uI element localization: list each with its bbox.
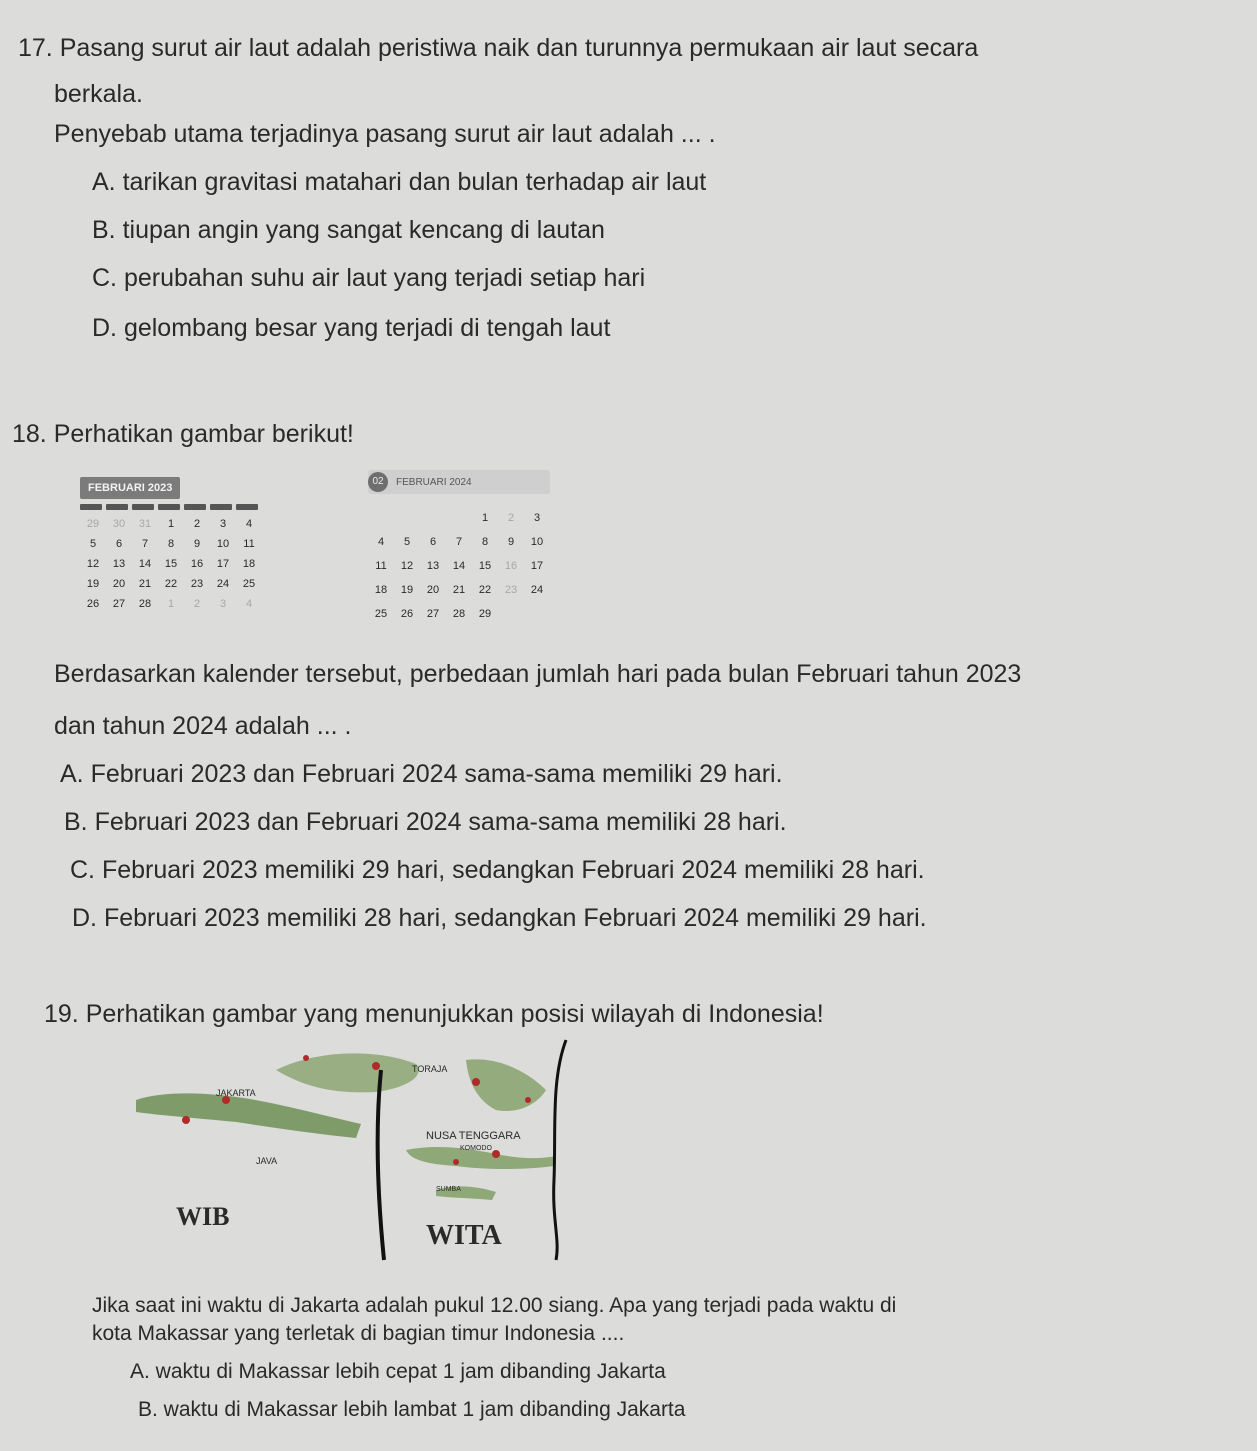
calendar-day: 17 xyxy=(530,560,544,572)
label-nusa-tenggara: NUSA TENGGARA xyxy=(426,1130,521,1142)
calendar-day: 21 xyxy=(138,578,152,590)
q19-question-line1: Jika saat ini waktu di Jakarta adalah pukul 12.00 siang. Apa yang terjadi pada waktu di xyxy=(92,1294,897,1317)
calendar-2024-grid xyxy=(368,510,550,622)
calendar-day: 15 xyxy=(164,558,178,570)
calendar-feb-2023 xyxy=(80,476,262,612)
calendar-day xyxy=(394,510,420,526)
q17-option-a[interactable]: A. tarikan gravitasi matahari dan bulan terhadap air laut xyxy=(92,168,707,196)
q18-intro: 18. Perhatikan gambar berikut! xyxy=(12,420,354,448)
calendar-day: 3 xyxy=(219,598,227,610)
calendar-day xyxy=(420,510,446,526)
calendar-day: 15 xyxy=(478,560,492,572)
q18-option-d[interactable]: D. Februari 2023 memiliki 28 hari, sedangkan Februari 2024 memiliki 29 hari. xyxy=(72,904,927,932)
q19-question-line2: kota Makassar yang terletak di bagian timur Indonesia .... xyxy=(92,1322,625,1345)
calendar-day: 24 xyxy=(530,584,544,596)
calendar-day: 18 xyxy=(374,584,388,596)
calendar-day: 20 xyxy=(426,584,440,596)
q18-option-b[interactable]: B. Februari 2023 dan Februari 2024 sama-sama memiliki 28 hari. xyxy=(64,808,787,836)
calendar-day: 21 xyxy=(452,584,466,596)
calendar-day xyxy=(498,606,524,622)
calendar-feb-2024 xyxy=(368,470,550,622)
calendar-day: 8 xyxy=(167,538,175,550)
calendar-day: 11 xyxy=(375,560,387,572)
calendar-day: 28 xyxy=(452,608,466,620)
calendar-day: 4 xyxy=(245,598,253,610)
calendar-day: 6 xyxy=(115,538,123,550)
calendar-day xyxy=(446,510,472,526)
calendar-day: 27 xyxy=(112,598,126,610)
calendar-day: 19 xyxy=(400,584,414,596)
calendar-day: 26 xyxy=(400,608,414,620)
calendar-2024-badge: 02 xyxy=(368,472,388,492)
calendar-day: 9 xyxy=(193,538,201,550)
indonesia-timezone-map xyxy=(76,1030,586,1265)
weekday-header-bars xyxy=(80,504,262,510)
calendar-day: 9 xyxy=(507,536,515,548)
calendar-2023-title: FEBRUARI 2023 xyxy=(80,477,180,499)
calendar-2023-grid xyxy=(80,516,262,612)
label-java: JAVA xyxy=(256,1156,278,1166)
q17-option-d[interactable]: D. gelombang besar yang terjadi di tengah laut xyxy=(92,314,611,342)
calendar-day: 23 xyxy=(190,578,204,590)
calendar-day: 1 xyxy=(167,518,175,530)
calendar-day: 30 xyxy=(112,518,126,530)
map-illustration xyxy=(76,1030,586,1265)
label-wita: WITA xyxy=(426,1220,502,1251)
calendar-day: 22 xyxy=(478,584,492,596)
calendar-day: 31 xyxy=(138,518,152,530)
calendar-day: 17 xyxy=(216,558,230,570)
calendar-day: 10 xyxy=(530,536,544,548)
calendar-day: 28 xyxy=(138,598,152,610)
calendar-day: 18 xyxy=(242,558,256,570)
label-wib: WIB xyxy=(176,1202,230,1231)
calendar-day: 25 xyxy=(242,578,256,590)
calendar-day: 7 xyxy=(455,536,463,548)
label-toraja: TORAJA xyxy=(412,1064,448,1074)
q18-option-c[interactable]: C. Februari 2023 memiliki 29 hari, sedangkan Februari 2024 memiliki 28 hari. xyxy=(70,856,925,884)
calendar-day: 14 xyxy=(452,560,466,572)
calendar-day: 23 xyxy=(504,584,518,596)
calendar-day: 29 xyxy=(478,608,492,620)
calendar-day: 19 xyxy=(86,578,100,590)
q18-question-line2: dan tahun 2024 adalah ... . xyxy=(54,712,352,740)
q19-option-a[interactable]: A. waktu di Makassar lebih cepat 1 jam dibanding Jakarta xyxy=(130,1360,666,1383)
calendar-day: 3 xyxy=(533,512,541,524)
calendar-day: 12 xyxy=(86,558,100,570)
calendar-day: 6 xyxy=(429,536,437,548)
calendar-day: 3 xyxy=(219,518,227,530)
calendar-day: 4 xyxy=(377,536,385,548)
calendar-day: 13 xyxy=(112,558,126,570)
calendar-day: 26 xyxy=(86,598,100,610)
calendar-day: 11 xyxy=(243,538,255,550)
calendar-day: 14 xyxy=(138,558,152,570)
calendar-day: 2 xyxy=(507,512,515,524)
q18-option-a[interactable]: A. Februari 2023 dan Februari 2024 sama-sama memiliki 29 hari. xyxy=(60,760,783,788)
calendar-day: 1 xyxy=(167,598,175,610)
calendar-day: 16 xyxy=(504,560,518,572)
label-komodo: KOMODO xyxy=(460,1145,492,1152)
calendar-day: 16 xyxy=(190,558,204,570)
calendar-day: 5 xyxy=(89,538,97,550)
calendar-day: 10 xyxy=(216,538,230,550)
calendar-day: 7 xyxy=(141,538,149,550)
calendar-2024-title: FEBRUARI 2024 xyxy=(396,476,472,488)
calendar-day: 2 xyxy=(193,598,201,610)
label-sumba: SUMBA xyxy=(436,1186,461,1193)
calendar-day: 22 xyxy=(164,578,178,590)
q19-intro: 19. Perhatikan gambar yang menunjukkan posisi wilayah di Indonesia! xyxy=(44,1000,824,1028)
q17-option-b[interactable]: B. tiupan angin yang sangat kencang di lautan xyxy=(92,216,605,244)
calendar-day xyxy=(368,510,394,526)
calendar-day: 2 xyxy=(193,518,201,530)
label-jakarta: JAKARTA xyxy=(216,1088,256,1098)
q17-stem-line2: berkala. xyxy=(54,80,143,108)
calendar-day: 24 xyxy=(216,578,230,590)
calendar-day: 12 xyxy=(400,560,414,572)
q19-option-b[interactable]: B. waktu di Makassar lebih lambat 1 jam dibanding Jakarta xyxy=(138,1398,686,1421)
calendar-day: 20 xyxy=(112,578,126,590)
calendar-day: 1 xyxy=(481,512,489,524)
calendar-day: 13 xyxy=(426,560,440,572)
calendar-day: 8 xyxy=(481,536,489,548)
calendar-day: 29 xyxy=(86,518,100,530)
calendar-day: 27 xyxy=(426,608,440,620)
calendar-day: 5 xyxy=(403,536,411,548)
q18-question-line1: Berdasarkan kalender tersebut, perbedaan jumlah hari pada bulan Februari tahun 2023 xyxy=(54,660,1022,688)
calendar-day: 25 xyxy=(374,608,388,620)
q17-question: Penyebab utama terjadinya pasang surut air laut adalah ... . xyxy=(54,120,716,148)
calendar-day xyxy=(524,606,550,622)
q17-stem-line1: 17. Pasang surut air laut adalah peristiwa naik dan turunnya permukaan air laut secara xyxy=(18,34,979,62)
q17-option-c[interactable]: C. perubahan suhu air laut yang terjadi setiap hari xyxy=(92,264,646,292)
calendar-day: 4 xyxy=(245,518,253,530)
